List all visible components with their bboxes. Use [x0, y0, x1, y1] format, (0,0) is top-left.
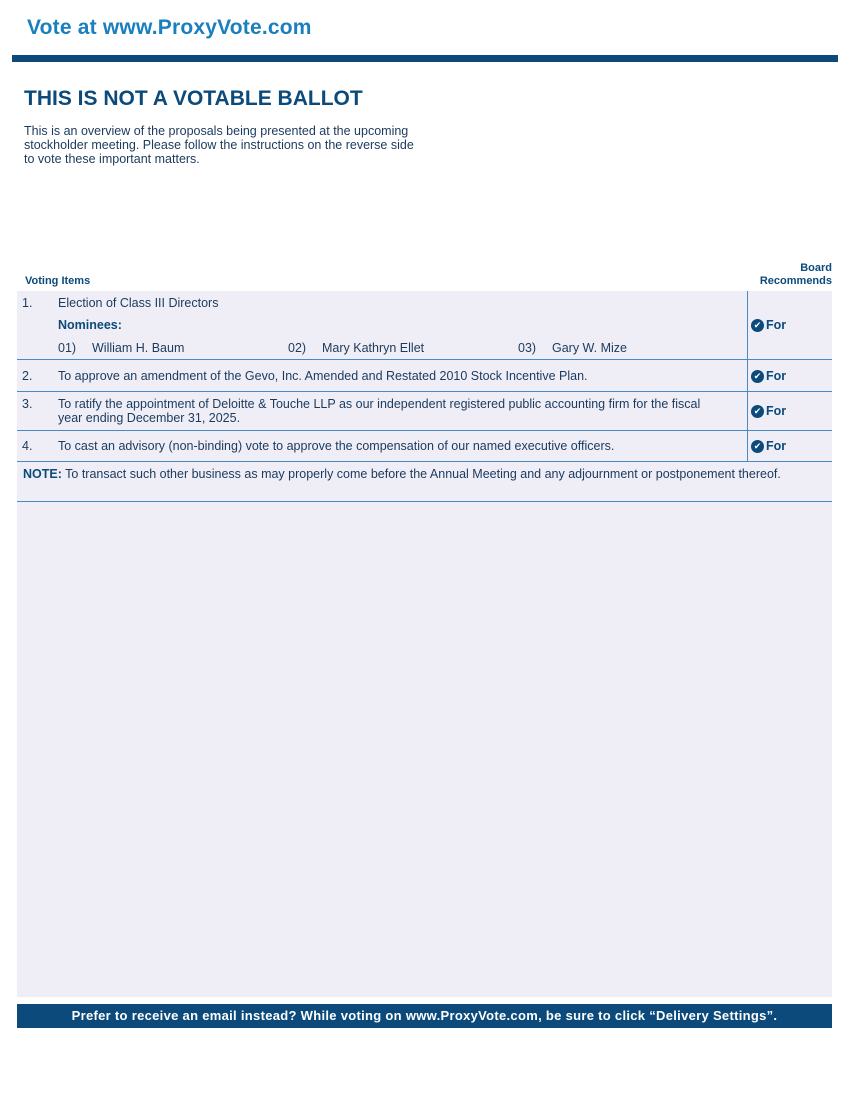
header-divider	[12, 55, 838, 62]
check-circle-icon: ✔	[751, 405, 764, 418]
board-recommendation	[751, 318, 786, 332]
recommendation-label: For	[766, 439, 787, 453]
nominee-code: 03)	[518, 341, 537, 355]
item-text: To approve an amendment of the Gevo, Inc. Amended and Restated 2010 Stock Incentive Plan.	[58, 369, 588, 383]
check-circle-icon: ✔	[751, 440, 764, 453]
board-recommendation	[751, 369, 786, 383]
column-divider	[747, 431, 748, 462]
item-number: 1.	[22, 296, 33, 310]
voting-item-3	[17, 392, 832, 431]
delivery-settings-banner: Prefer to receive an email instead? While voting on www.ProxyVote.com, be sure to click “Delivery Settings”.	[17, 1004, 832, 1028]
voting-item-2	[17, 360, 832, 392]
nominees-label: Nominees:	[58, 318, 122, 332]
column-divider	[747, 291, 748, 360]
nominee-2	[288, 341, 424, 355]
board-recommends-header	[748, 262, 832, 288]
nominee-name: William H. Baum	[92, 341, 185, 355]
item-text: Election of Class III Directors	[58, 296, 219, 310]
column-divider	[747, 392, 748, 431]
note-body: To transact such other business as may properly come before the Annual Meeting and any adjournment or postponement thereof.	[61, 467, 781, 481]
check-circle-icon: ✔	[751, 319, 764, 332]
note-label: NOTE:	[23, 467, 62, 481]
nominee-1	[58, 341, 184, 355]
recommendation-label: For	[766, 404, 787, 418]
board-recommendation	[751, 404, 786, 418]
item-number: 4.	[22, 439, 33, 453]
board-recommends-line2: Recommends	[759, 275, 832, 287]
item-number: 3.	[22, 397, 33, 411]
item-text: To ratify the appointment of Deloitte & Touche LLP as our independent registered public accounting firm for the fiscal year ending December 31, 2025.	[58, 397, 701, 425]
voting-items-header: Voting Items	[25, 275, 91, 287]
item-text: To cast an advisory (non-binding) vote to approve the compensation of our named executive officers.	[58, 439, 615, 453]
vote-link[interactable]: Vote at www.ProxyVote.com	[27, 16, 312, 39]
recommendation-label: For	[766, 318, 787, 332]
voting-item-4	[17, 431, 832, 462]
note-row	[17, 462, 832, 502]
recommendation-label: For	[766, 369, 787, 383]
nominee-name: Gary W. Mize	[552, 341, 628, 355]
intro-text: This is an overview of the proposals being presented at the upcoming stockholder meeting. Please follow the instructions on the reverse side to vote these important matters.	[24, 124, 414, 166]
note-text	[23, 467, 813, 481]
item-number: 2.	[22, 369, 33, 383]
nominee-code: 01)	[58, 341, 77, 355]
column-divider	[747, 360, 748, 392]
nominee-name: Mary Kathryn Ellet	[322, 341, 425, 355]
nominee-3	[518, 341, 627, 355]
voting-item-1	[17, 291, 832, 360]
page-title: THIS IS NOT A VOTABLE BALLOT	[24, 87, 363, 110]
check-circle-icon: ✔	[751, 370, 764, 383]
row-divider	[17, 501, 832, 502]
board-recommendation	[751, 439, 786, 453]
board-recommends-line1: Board	[800, 262, 832, 274]
nominee-code: 02)	[288, 341, 307, 355]
